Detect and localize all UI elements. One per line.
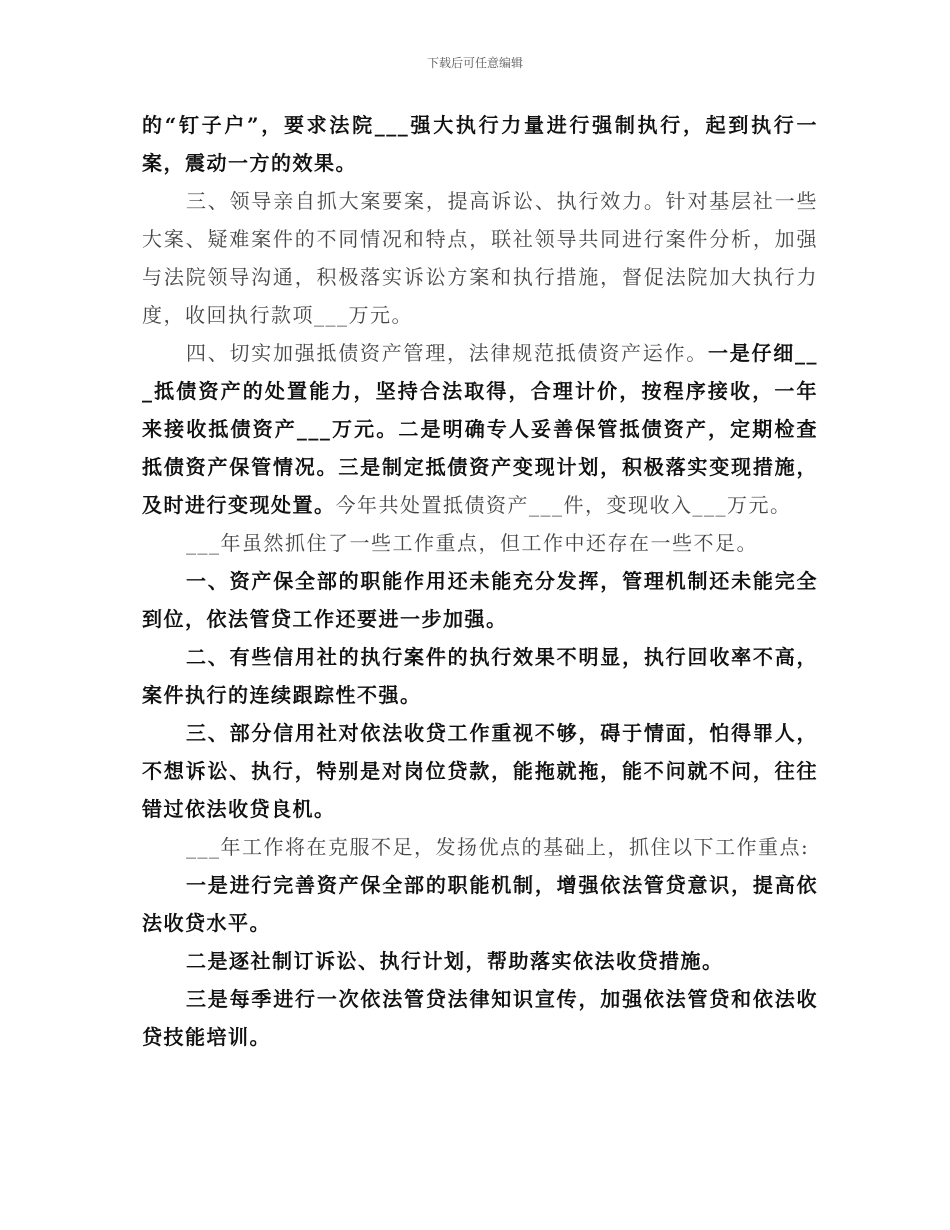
paragraph-text: 二是逐社制订诉讼、执行计划，帮助落实依法收贷措施。 — [186, 949, 724, 973]
paragraph-text: 一是进行完善资产保全部的职能机制，增强依法管贷意识，提高依法收贷水平。 — [142, 873, 818, 935]
paragraph-10 — [142, 942, 818, 980]
paragraph-2 — [142, 182, 818, 334]
paragraph-6 — [142, 638, 818, 714]
paragraph-3 — [142, 334, 818, 524]
paragraph-1 — [142, 106, 818, 182]
paragraph-text: 三、部分信用社对依法收贷工作重视不够，碍于情面，怕得罪人，不想诉讼、执行，特别是对岗位贷款，能拖就拖，能不问就不问，往往错过依法收贷良机。 — [142, 721, 818, 821]
paragraph-text: ___年虽然抓住了一些工作重点，但工作中还存在一些不足。 — [186, 531, 758, 555]
paragraph-4 — [142, 524, 818, 562]
paragraph-text: 二、有些信用社的执行案件的执行效果不明显，执行回收率不高，案件执行的连续跟踪性不强。 — [142, 645, 818, 707]
paragraph-7 — [142, 714, 818, 828]
paragraph-text: ___年工作将在克服不足，发扬优点的基础上，抓住以下工作重点: — [186, 835, 810, 859]
paragraph-11 — [142, 980, 818, 1056]
paragraph-text-bold: 一是仔细___抵债资产的处置能力，坚持合法取得，合理计价，按程序接收，一年来接收抵债资产___万元。二是明确专人妥善保管抵债资产，定期检查抵债资产保管情况。三是制定抵债资产变现计划，积极落实变现措施，及时进行变现处置。 — [142, 341, 818, 517]
paragraph-9 — [142, 866, 818, 942]
document-body — [142, 106, 818, 1056]
paragraph-5 — [142, 562, 818, 638]
paragraph-text: 三是每季进行一次依法管贷法律知识宣传，加强依法管贷和依法收贷技能培训。 — [142, 987, 818, 1049]
page-header: 下载后可任意编辑 — [426, 56, 523, 70]
paragraph-text: 三、领导亲自抓大案要案，提高诉讼、执行效力。针对基层社一些大案、疑难案件的不同情况和特点，联社领导共同进行案件分析，加强与法院领导沟通，积极落实诉讼方案和执行措施，督促法院加大执行力度，收回执行款项___万元。 — [142, 189, 818, 327]
paragraph-text: 四、切实加强抵债资产管理，法律规范抵债资产运作。 — [186, 341, 708, 365]
paragraph-text: 一、资产保全部的职能作用还未能充分发挥，管理机制还未能完全到位，依法管贷工作还要进一步加强。 — [142, 569, 818, 631]
paragraph-8 — [142, 828, 818, 866]
paragraph-text: 的“钉子户”，要求法院___强大执行力量进行强制执行，起到执行一案，震动一方的效果。 — [142, 113, 818, 175]
paragraph-text: 今年共处置抵债资产___件，变现收入___万元。 — [335, 493, 792, 517]
